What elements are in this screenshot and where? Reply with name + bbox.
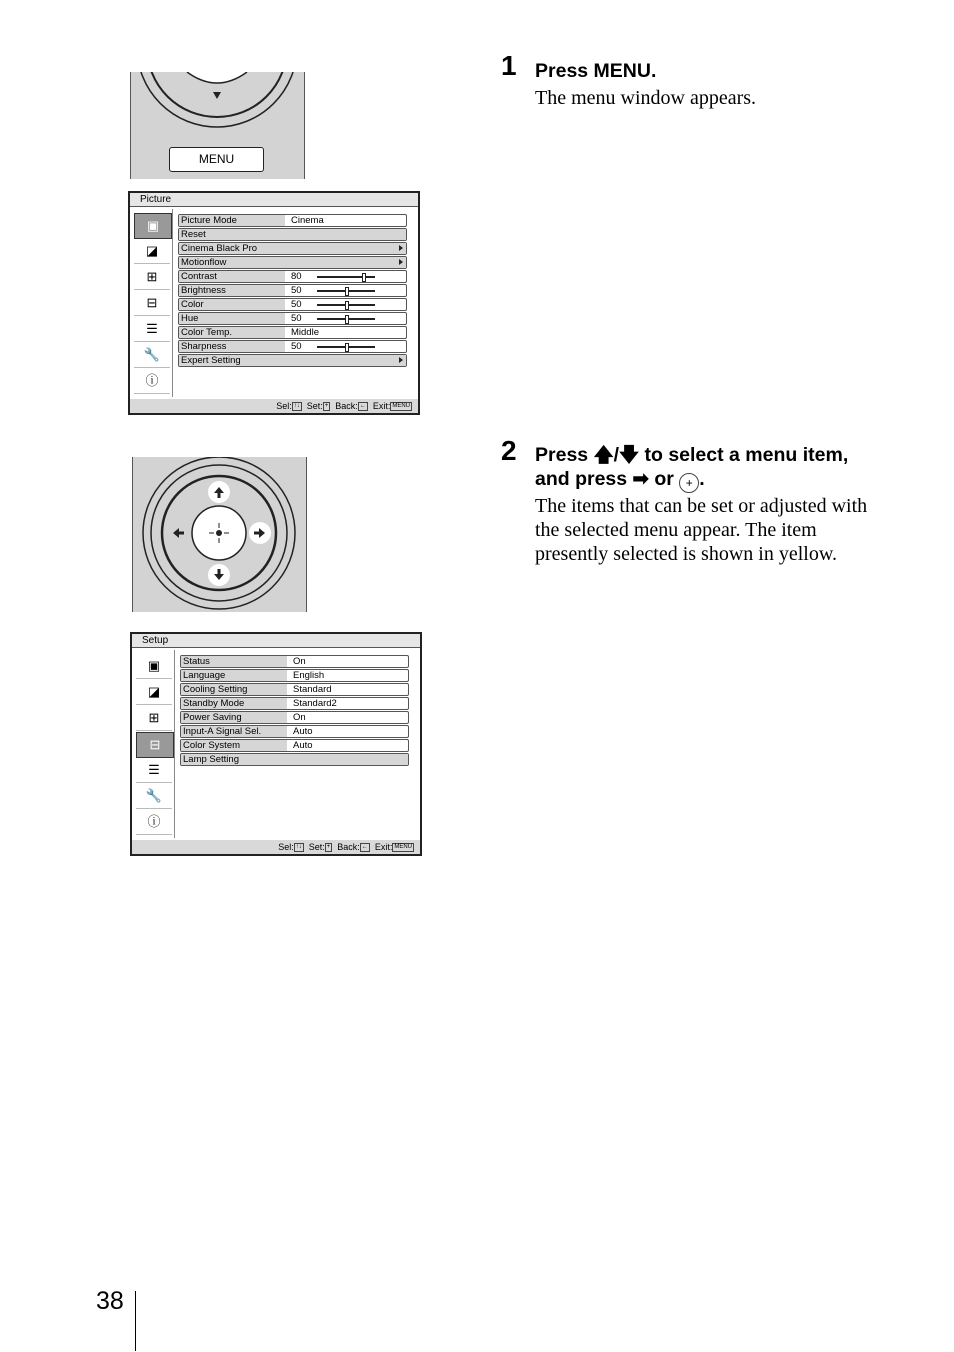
function-icon: ⊞ xyxy=(134,265,170,290)
menu-row xyxy=(180,655,409,668)
menu-row-label: Color System xyxy=(181,740,287,751)
menu-row-label: Sharpness xyxy=(179,341,285,352)
level-slider xyxy=(317,290,375,292)
menu-row xyxy=(178,214,407,227)
menu-row xyxy=(180,753,409,766)
info-icon: ⓘ xyxy=(134,369,170,394)
footer-back-label: Back: xyxy=(337,842,360,852)
enter-circle-icon: + xyxy=(679,473,699,493)
footer-set-label: Set: xyxy=(306,401,323,411)
menu-row-value: On xyxy=(293,712,306,723)
menu-row xyxy=(180,739,409,752)
menu-row-label: Brightness xyxy=(179,285,285,296)
menu-row-label: Picture Mode xyxy=(179,215,285,226)
step-2-heading-period: . xyxy=(699,468,705,490)
menu-row xyxy=(180,725,409,738)
menu-row-label: Motionflow xyxy=(179,257,406,268)
picture-icon: ▣ xyxy=(136,654,172,679)
step-2-number: 2 xyxy=(501,435,517,466)
menu-row xyxy=(178,340,407,353)
function-icon: ⊞ xyxy=(136,706,172,731)
menu-row-label: Hue xyxy=(179,313,285,324)
screen-icon: ◪ xyxy=(134,239,170,264)
up-down-keys-icon: ↑↓ xyxy=(293,403,300,410)
footer-exit-label: Exit: xyxy=(374,842,393,852)
step-2-body: The items that can be set or adjusted with the selected menu appear. The item presently selected is shown in yellow. xyxy=(535,495,868,565)
menu-row xyxy=(178,298,407,311)
menu-row-label: Standby Mode xyxy=(181,698,287,709)
setup-icon: ⊟ xyxy=(136,732,174,758)
left-key-icon: ← xyxy=(361,844,368,851)
footer-sel-label: Sel: xyxy=(276,401,292,411)
menu-row xyxy=(178,256,407,269)
picture-icon: ▣ xyxy=(134,213,172,239)
slider-knob xyxy=(345,315,349,324)
menu-button: MENU xyxy=(169,147,264,172)
menu-title: Setup xyxy=(132,634,420,648)
slider-knob xyxy=(345,287,349,296)
info-icon: ⓘ xyxy=(136,810,172,835)
level-slider xyxy=(317,276,375,278)
setup-icon: ⊟ xyxy=(134,291,170,316)
enter-key-icon: + xyxy=(326,844,331,851)
menu-row xyxy=(178,228,407,241)
menu-row-value: Standard2 xyxy=(293,698,337,709)
menu-row-label: Cooling Setting xyxy=(181,684,287,695)
footer-set-label: Set: xyxy=(308,842,325,852)
menu-row-label: Power Saving xyxy=(181,712,287,723)
menu-body xyxy=(130,207,418,399)
right-arrow-icon: ➡ xyxy=(632,468,649,490)
menu-row-value: 50 xyxy=(291,313,302,324)
step-2-heading xyxy=(535,443,875,493)
menu-row-label: Status xyxy=(181,656,287,667)
picture-menu-screen xyxy=(128,191,420,415)
menu-row xyxy=(178,354,407,367)
submenu-arrow-icon xyxy=(399,245,403,251)
menu-row xyxy=(178,284,407,297)
remote-menu-illustration xyxy=(130,72,305,179)
step-2-heading-press: Press xyxy=(535,444,589,466)
page-number: 38 xyxy=(96,1287,124,1315)
menu-row-label: Cinema Black Pro xyxy=(179,243,406,254)
menu-row xyxy=(178,242,407,255)
menu-key-icon: MENU xyxy=(392,403,410,410)
level-slider xyxy=(317,346,375,348)
menu-row-value: English xyxy=(293,670,325,681)
menu-list-icon: ☰ xyxy=(136,758,172,783)
submenu-arrow-icon xyxy=(399,357,403,363)
menu-row-label: Expert Setting xyxy=(179,355,406,366)
menu-row-label: Reset xyxy=(179,229,406,240)
slider-knob xyxy=(345,343,349,352)
menu-icon-column xyxy=(134,650,175,838)
menu-row xyxy=(180,697,409,710)
level-slider xyxy=(317,304,375,306)
step-1-heading: Press MENU. xyxy=(535,60,657,82)
menu-row xyxy=(180,683,409,696)
step-2-heading-mid: to select a menu item, xyxy=(644,444,849,466)
wrench-icon: 🔧 xyxy=(136,784,172,809)
menu-row-label: Language xyxy=(181,670,287,681)
menu-title: Picture xyxy=(130,193,418,207)
up-down-arrow-icon: 🡅/🡇 xyxy=(593,444,640,466)
menu-row-label: Color xyxy=(179,299,285,310)
menu-body xyxy=(132,648,420,840)
menu-row-value: Middle xyxy=(291,327,319,338)
menu-row-label: Lamp Setting xyxy=(181,754,408,765)
remote-dpad-illustration xyxy=(132,457,307,612)
menu-row-label: Input-A Signal Sel. xyxy=(181,726,287,737)
step-2-heading-or: or xyxy=(654,468,674,490)
menu-row xyxy=(180,711,409,724)
menu-footer xyxy=(276,400,412,412)
screen-icon: ◪ xyxy=(136,680,172,705)
menu-key-icon: MENU xyxy=(394,844,412,851)
footer-back-label: Back: xyxy=(335,401,358,411)
page-number-rule xyxy=(135,1291,136,1351)
step-1-number: 1 xyxy=(501,50,517,81)
menu-row-label: Color Temp. xyxy=(179,327,285,338)
footer-exit-label: Exit: xyxy=(372,401,391,411)
menu-row-value: Auto xyxy=(293,726,313,737)
step-1-body: The menu window appears. xyxy=(535,87,757,109)
menu-list-icon: ☰ xyxy=(134,317,170,342)
step-2-heading-line2: and press xyxy=(535,468,628,490)
menu-row-value: 80 xyxy=(291,271,302,282)
submenu-arrow-icon xyxy=(399,259,403,265)
menu-row xyxy=(178,326,407,339)
menu-footer xyxy=(278,841,414,853)
level-slider xyxy=(317,318,375,320)
menu-row xyxy=(178,270,407,283)
slider-knob xyxy=(362,273,366,282)
remote-dpad xyxy=(133,457,306,612)
enter-key-icon: + xyxy=(324,403,329,410)
footer-sel-label: Sel: xyxy=(278,842,294,852)
menu-row xyxy=(180,669,409,682)
menu-icon-column xyxy=(132,209,173,397)
menu-row-value: Cinema xyxy=(291,215,324,226)
menu-row-label: Contrast xyxy=(179,271,285,282)
menu-row-value: 50 xyxy=(291,299,302,310)
up-down-keys-icon: ↑↓ xyxy=(295,844,302,851)
menu-row-value: Standard xyxy=(293,684,332,695)
menu-row-value: 50 xyxy=(291,285,302,296)
wrench-icon: 🔧 xyxy=(134,343,170,368)
menu-row-value: Auto xyxy=(293,740,313,751)
left-key-icon: ← xyxy=(359,403,366,410)
menu-row xyxy=(178,312,407,325)
menu-row-value: 50 xyxy=(291,341,302,352)
menu-row-value: On xyxy=(293,656,306,667)
setup-menu-screen xyxy=(130,632,422,856)
slider-knob xyxy=(345,301,349,310)
